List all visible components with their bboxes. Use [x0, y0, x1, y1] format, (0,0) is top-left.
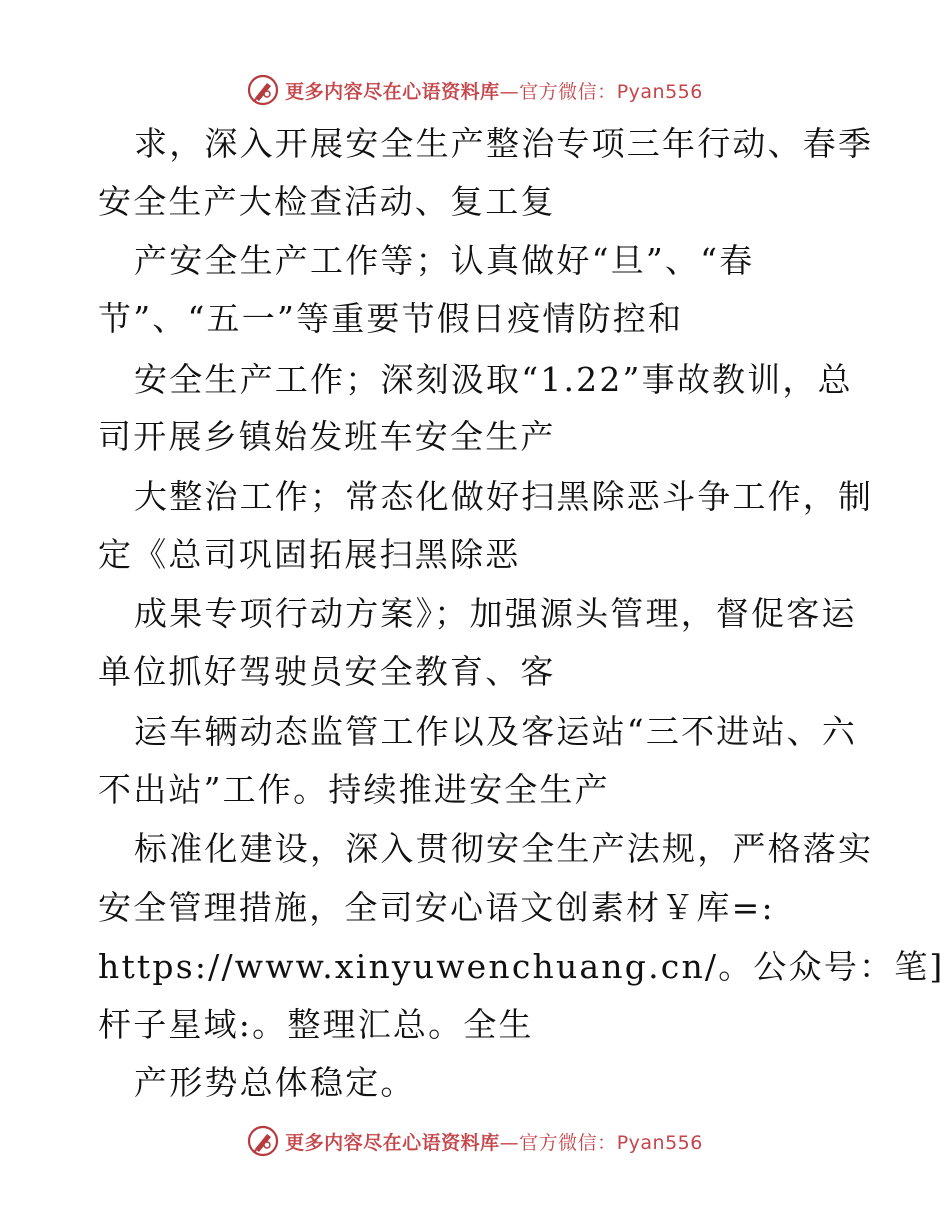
header-wechat-label: 官方微信：	[519, 80, 617, 103]
footer-wechat-label: 官方微信：	[519, 1131, 617, 1154]
body-line-14: 安全管理措施，全司安心语文创素材￥库=:	[98, 888, 775, 927]
body-line-7: 大整治工作；常态化做好扫黑除恶斗争工作，制	[134, 477, 874, 516]
footer-watermark-text	[285, 1128, 703, 1155]
footer-watermark-banner	[0, 1121, 950, 1161]
header-watermark-text	[285, 77, 703, 104]
body-line-2: 安全生产大检查活动、复工复	[98, 182, 556, 221]
body-line-4: 节”、“五一”等重要节假日疫情防控和	[98, 299, 684, 338]
header-wechat-id: Pyan556	[616, 80, 703, 103]
footer-separator: —	[499, 1131, 520, 1154]
body-line-11: 运车辆动态监管工作以及客运站“三不进站、六	[134, 712, 858, 751]
body-line-12: 不出站”工作。持续推进安全生产	[98, 770, 610, 809]
body-line-3: 产安全生产工作等；认真做好“旦”、“春	[134, 241, 755, 280]
body-line-17: 产形势总体稳定。	[134, 1063, 416, 1102]
body-line-6: 司开展乡镇始发班车安全生产	[98, 417, 556, 456]
header-watermark-banner	[0, 70, 950, 110]
header-brand-text: 更多内容尽在心语资料库	[285, 80, 500, 103]
body-line-13: 标准化建设，深入贯彻安全生产法规，严格落实	[134, 829, 874, 868]
pen-logo-icon	[247, 74, 279, 106]
pen-logo-icon	[247, 1125, 279, 1157]
body-line-1: 求，深入开展安全生产整治专项三年行动、春季	[134, 124, 874, 163]
body-line-10: 单位抓好驾驶员安全教育、客	[98, 652, 556, 691]
body-line-5: 安全生产工作；深刻汲取“1.22”事故教训，总	[134, 360, 853, 399]
body-line-9: 成果专项行动方案》；加强源头管理，督促客运	[134, 594, 857, 633]
header-separator: —	[499, 80, 520, 103]
body-line-8: 定《总司巩固拓展扫黑除恶	[98, 535, 521, 574]
body-line-15: https://www.xinyuwenchuang.cn/。公众号：笔]	[98, 947, 945, 986]
footer-wechat-id: Pyan556	[616, 1131, 703, 1154]
body-line-16: 杆子星域:。整理汇总。全生	[98, 1005, 534, 1044]
footer-brand-text: 更多内容尽在心语资料库	[285, 1131, 500, 1154]
